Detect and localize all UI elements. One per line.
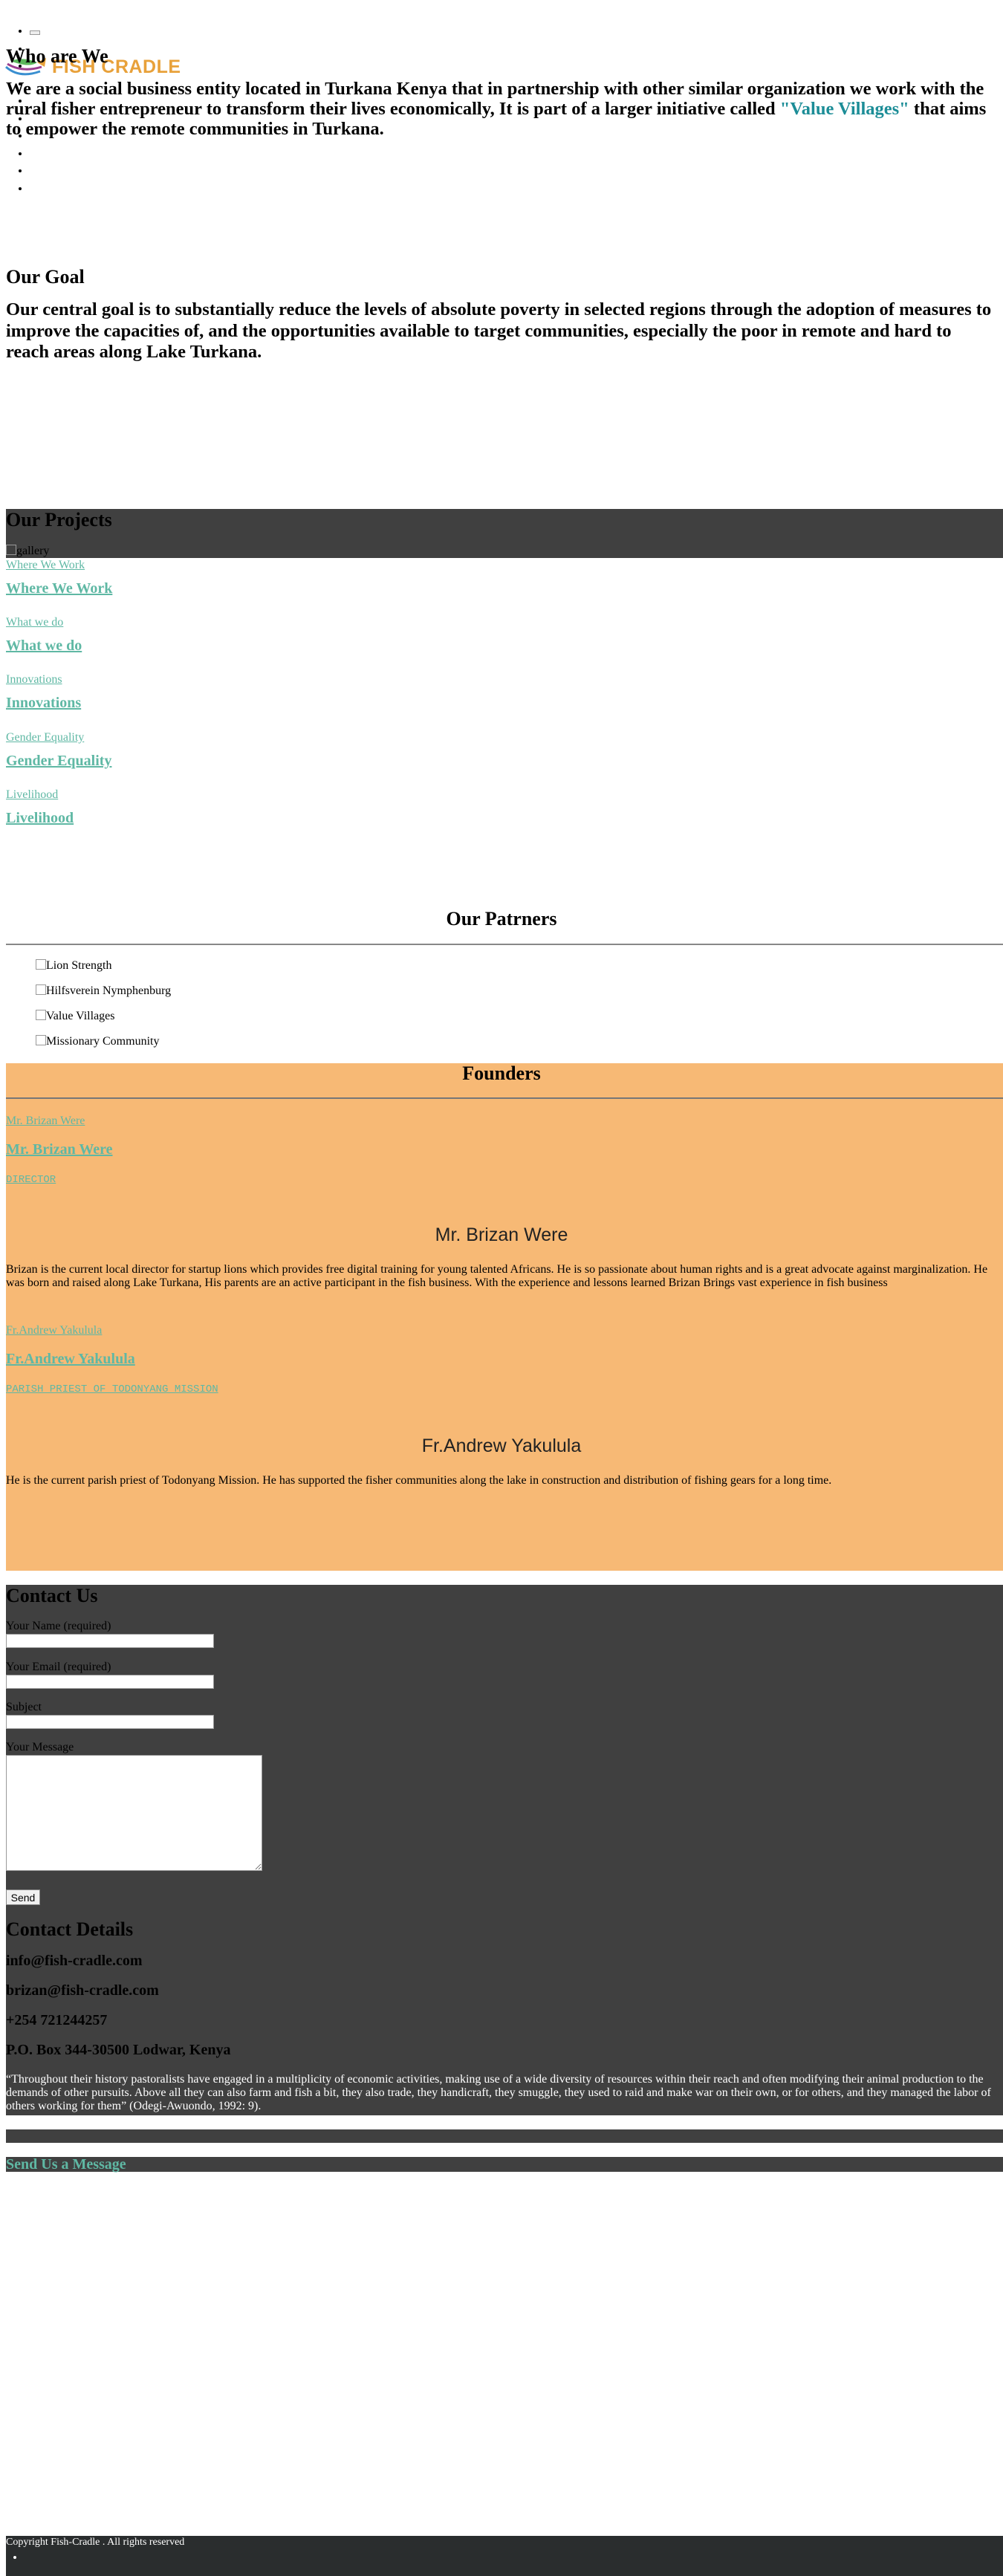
founder-name-link[interactable]: Fr.Andrew Yakulula: [6, 1351, 135, 1367]
contact-phone: +254 721244257: [6, 2012, 108, 2028]
name-label: Your Name (required): [6, 1620, 111, 1632]
message-label: Your Message: [6, 1741, 74, 1753]
project-title-link[interactable]: Livelihood: [6, 810, 74, 826]
divider: [6, 944, 1003, 945]
project-title-link[interactable]: Gender Equality: [6, 753, 112, 769]
send-button[interactable]: Send: [6, 1889, 40, 1905]
project-item[interactable]: [6, 559, 112, 597]
project-image-link[interactable]: Innovations: [6, 673, 62, 686]
contact-title: Contact Us: [6, 1585, 98, 1606]
name-input[interactable]: [6, 1634, 214, 1648]
contact-email: brizan@fish-cradle.com: [6, 1982, 159, 1999]
project-title-link[interactable]: Innovations: [6, 695, 82, 711]
partner-logo: Hilfsverein Nymphenburg: [36, 984, 171, 998]
broken-image-icon: [36, 959, 46, 970]
founder-heading: Fr.Andrew Yakulula: [421, 1435, 582, 1456]
project-item[interactable]: [6, 731, 111, 770]
divider-band: [6, 2129, 1003, 2143]
broken-image-icon: [36, 984, 46, 995]
founder-heading: Mr. Brizan Were: [435, 1224, 568, 1245]
goal-title: Our Goal: [6, 266, 85, 288]
goal-text: Our central goal is to substantially reduce the levels of absolute poverty in selected regions through the adoption of measures to improve the capacities of, and the opportunities available to target communities, especially the poor in remote and hard to reach areas along Lake Turkana.: [6, 299, 992, 362]
pastoralist-quote: “Throughout their history pastoralists have engaged in a multiplicity of economic activities, making use of a wide diversity of resources within their reach and often modifying their animal production to the demands of other pursuits. Above all they can also farm and fish a bit, they also trade, they handicraft, they smuggle, they used to raid and make war on their own, or for others, and they managed the labor of others working for them” (Odegi-Awuondo, 1992: 9).: [6, 2073, 991, 2112]
value-villages-highlight: "Value Villages": [779, 99, 909, 119]
contact-email: info@fish-cradle.com: [6, 1953, 143, 1969]
divider: [6, 1097, 1003, 1099]
broken-image-icon: [6, 545, 16, 555]
projects-title: Our Projects: [6, 509, 112, 531]
founder-role-link[interactable]: PARISH PRIEST OF TODONYANG MISSION: [6, 1383, 218, 1395]
email-label: Your Email (required): [6, 1661, 111, 1673]
projects-band: [6, 509, 1003, 558]
project-item[interactable]: [6, 616, 82, 655]
about-text: We are a social business entity located in Turkana Kenya that in partnership with other similar organization we work with the rural fisher entrepreneur to transform their lives economically, It is part of a larger initiative called "Value Villages" that aims to empower the remote communities in Turkana.: [6, 79, 987, 139]
nav-item[interactable]: [30, 180, 40, 198]
project-title-link[interactable]: What we do: [6, 637, 82, 654]
message-textarea[interactable]: [6, 1755, 262, 1871]
founder-image-link[interactable]: Mr. Brizan Were: [6, 1115, 85, 1127]
footer-list: [6, 2551, 24, 2563]
partner-logo: Value Villages: [36, 1010, 115, 1023]
copyright: Copyright Fish-Cradle . All rights reserved: [6, 2537, 185, 2548]
founder-bio: He is the current parish priest of Todonyang Mission. He has supported the fisher communities along the lake in construction and distribution of fishing gears for a long time.: [6, 1474, 832, 1487]
nav-item[interactable]: [30, 145, 40, 163]
founder-image-link[interactable]: Fr.Andrew Yakulula: [6, 1324, 103, 1337]
project-image-link[interactable]: What we do: [6, 616, 64, 629]
logo-text: FISH CRADLE: [52, 56, 181, 77]
founder-bio: Brizan is the current local director for startup lions which provides free digital training for young talented Africans. He is so passionate about human rights and is a great advocate against marginalization. He was born and raised along Lake Turkana, His parents are an active participant in the fish business. With the experience and lessons learned Brizan Brings vast experience in fish business: [6, 1263, 988, 1289]
contact-details-title: Contact Details: [6, 1918, 134, 1940]
project-image-link[interactable]: Where We Work: [6, 559, 85, 571]
founders-section: [6, 1063, 1003, 1571]
about-title: Who are We: [6, 45, 108, 67]
project-image-link[interactable]: Livelihood: [6, 788, 59, 801]
send-message-band: [6, 2157, 1003, 2172]
subject-label: Subject: [6, 1701, 42, 1713]
nav-item[interactable]: [30, 22, 40, 40]
broken-image-icon: [36, 1035, 46, 1045]
founder-name-link[interactable]: Mr. Brizan Were: [6, 1141, 113, 1158]
project-title-link[interactable]: Where We Work: [6, 580, 113, 597]
menu-toggle-button[interactable]: [30, 30, 40, 35]
founders-title: Founders: [462, 1062, 541, 1084]
broken-image-icon: [36, 1010, 46, 1020]
send-message-heading: Send Us a Message: [6, 2156, 126, 2173]
project-item[interactable]: [6, 788, 74, 827]
gallery-image: gallery: [6, 545, 49, 558]
partners-title: Our Patrners: [446, 908, 557, 929]
founder-role-link[interactable]: DIRECTOR: [6, 1174, 56, 1186]
partner-logo: Lion Strength: [36, 959, 111, 973]
partner-logo: Missionary Community: [36, 1035, 159, 1048]
project-item[interactable]: [6, 673, 81, 712]
subject-input[interactable]: [6, 1715, 214, 1729]
email-input[interactable]: [6, 1675, 214, 1689]
project-image-link[interactable]: Gender Equality: [6, 731, 85, 744]
contact-address: P.O. Box 344-30500 Lodwar, Kenya: [6, 2042, 231, 2058]
nav-item[interactable]: [30, 162, 40, 180]
